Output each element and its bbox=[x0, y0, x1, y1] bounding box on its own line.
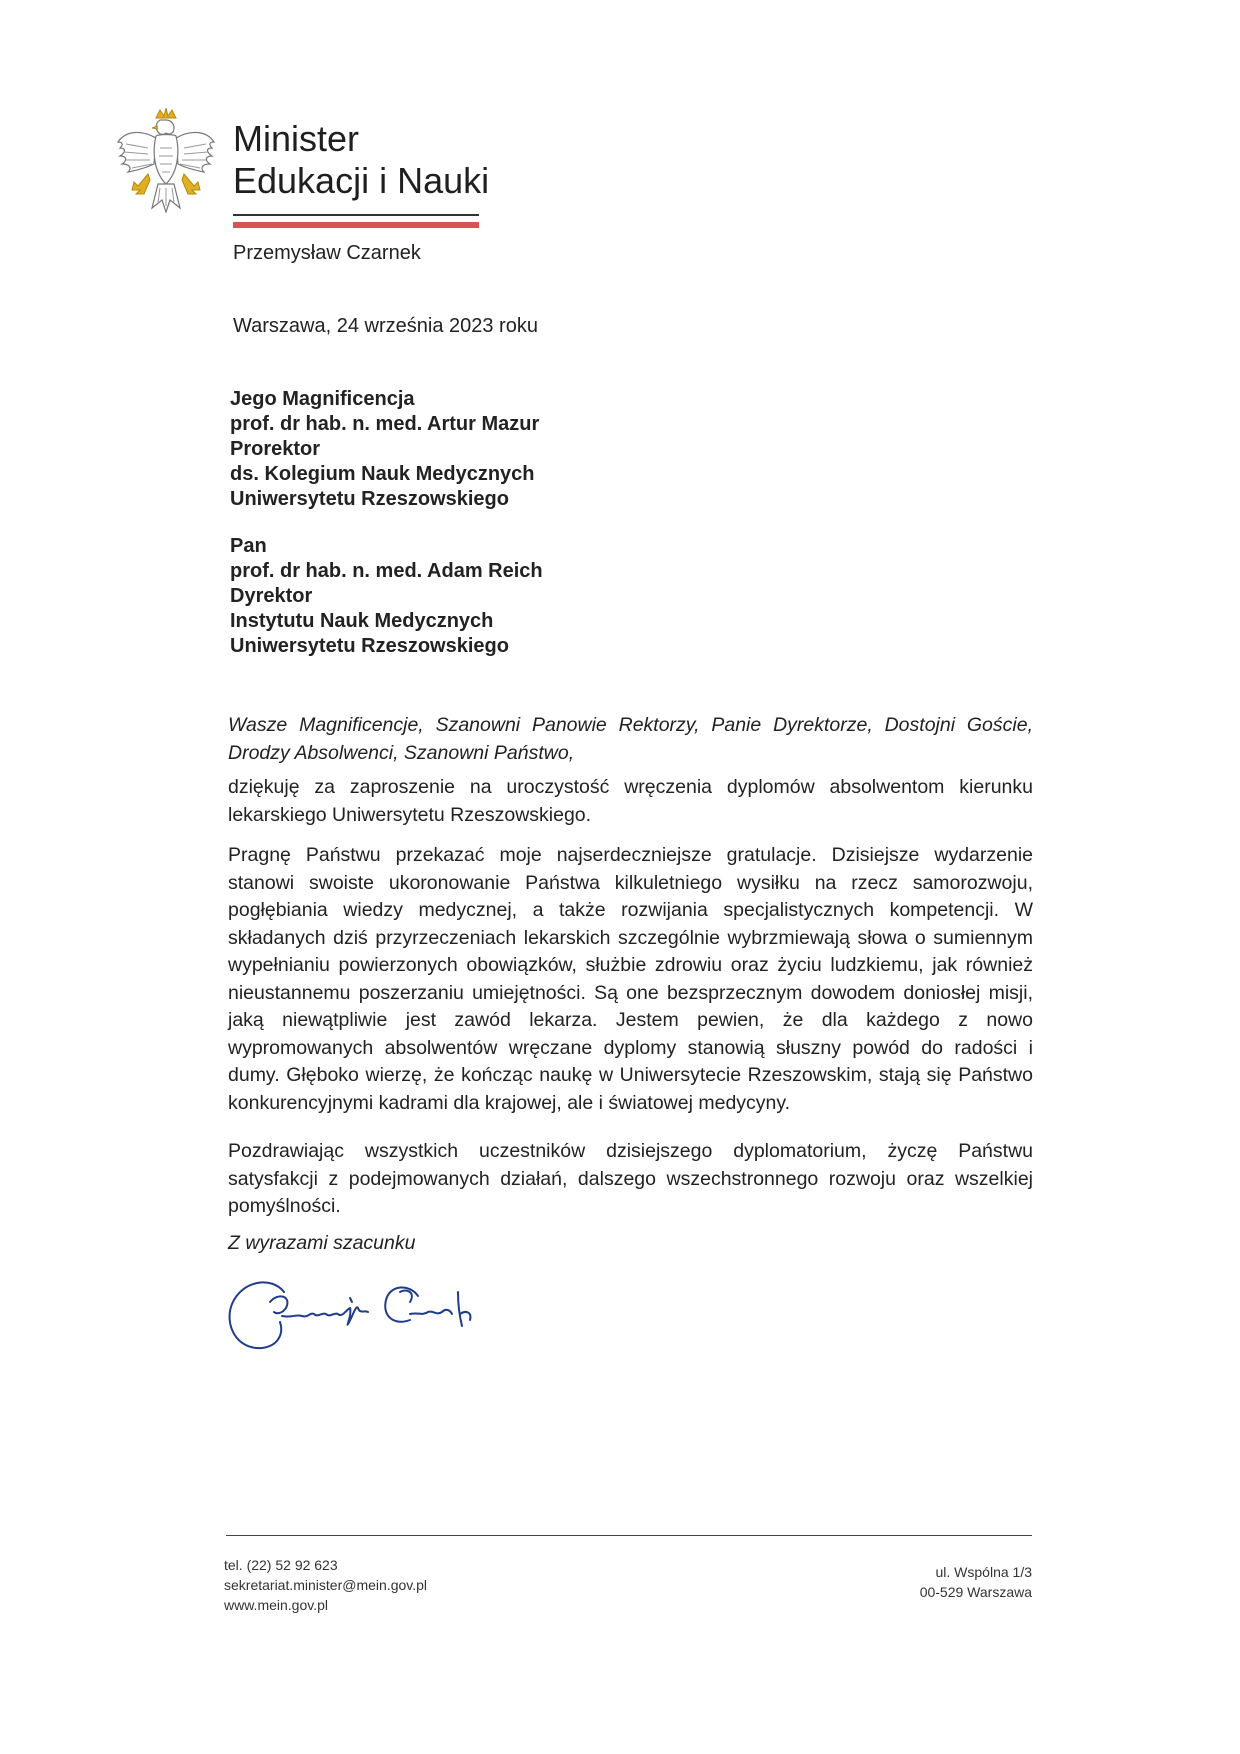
addressee-line: Jego Magnificencja bbox=[230, 388, 415, 410]
footer-street: ul. Wspólna 1/3 bbox=[935, 1564, 1032, 1580]
addressee-line: prof. dr hab. n. med. Artur Mazur bbox=[230, 413, 540, 435]
addressee-block bbox=[230, 534, 543, 659]
addressee-line: Pan bbox=[230, 535, 267, 557]
footer-phone: tel. (22) 52 92 623 bbox=[224, 1557, 338, 1573]
closing-phrase: Z wyrazami szacunku bbox=[228, 1232, 416, 1254]
place-date: Warszawa, 24 września 2023 roku bbox=[233, 315, 538, 337]
footer-divider bbox=[226, 1535, 1032, 1536]
addressee-line: Uniwersytetu Rzeszowskiego bbox=[230, 635, 509, 657]
office-title-line1: Minister bbox=[233, 118, 360, 159]
header-divider-dark bbox=[233, 214, 479, 216]
header-divider-red bbox=[233, 222, 479, 228]
body-paragraph: Pragnę Państwu przekazać moje najserdeczniejsze gratulacje. Dzisiejsze wydarzenie stanowi swoiste ukoronowanie Państwa kilkuletniego wysiłku na rzecz samorozwoju, pogłębiania wiedzy medycznej, a także rozwijania specjalistycznych kompetencji. W składanych dziś przyrzeczeniach lekarskich szczególnie wybrzmiewają słowa o sumiennym wypełnianiu powierzonych obowiązków, służbie zdrowiu oraz życiu ludzkiemu, jak również nieustannemu poszerzaniu umiejętności. Są one bezsprzecznym dowodem doniosłej misji, jaką niewątpliwie jest zawód lekarza. Jestem pewien, że dla każdego z nowo wypromowanych absolwentów wręczane dyplomy stanowią słuszny powód do radości i dumy. Głęboko wierzę, że kończąc naukę w Uniwersytecie Rzeszowskim, stają się Państwo konkurencyjnymi kadrami dla krajowej, ale i światowej medycyny. bbox=[228, 844, 1033, 1114]
body-paragraph: dziękuję za zaproszenie na uroczystość wręczenia dyplomów absolwentom kierunku lekarskiego Uniwersytetu Rzeszowskiego. bbox=[228, 776, 1033, 826]
minister-name: Przemysław Czarnek bbox=[233, 242, 421, 264]
footer-city: 00-529 Warszawa bbox=[919, 1584, 1032, 1600]
addressee-line: Uniwersytetu Rzeszowskiego bbox=[230, 488, 509, 510]
office-title bbox=[233, 118, 489, 202]
addressee-line: ds. Kolegium Nauk Medycznych bbox=[230, 463, 535, 485]
footer-email: sekretariat.minister@mein.gov.pl bbox=[224, 1577, 428, 1593]
footer-contact bbox=[224, 1555, 427, 1615]
addressee-line: Prorektor bbox=[230, 438, 321, 460]
handwritten-signature bbox=[222, 1262, 542, 1362]
addressee-line: prof. dr hab. n. med. Adam Reich bbox=[230, 560, 543, 582]
footer-website: www.mein.gov.pl bbox=[224, 1597, 329, 1613]
salutation: Wasze Magnificencje, Szanowni Panowie Rektorzy, Panie Dyrektorze, Dostojni Goście, Drodzy Absolwenci, Szanowni Państwo, bbox=[228, 714, 1033, 764]
body-paragraph: Pozdrawiając wszystkich uczestników dzisiejszego dyplomatorium, życzę Państwu satysfakcji z podejmowanych działań, dalszego wszechstronnego rozwoju oraz wszelkiej pomyślności. bbox=[228, 1140, 1033, 1217]
addressee-block bbox=[230, 387, 539, 512]
footer-address bbox=[880, 1562, 1032, 1602]
addressee-line: Instytutu Nauk Medycznych bbox=[230, 610, 494, 632]
office-title-line2: Edukacji i Nauki bbox=[233, 160, 490, 201]
addressee-line: Dyrektor bbox=[230, 585, 313, 607]
polish-eagle-emblem-icon bbox=[112, 108, 220, 230]
